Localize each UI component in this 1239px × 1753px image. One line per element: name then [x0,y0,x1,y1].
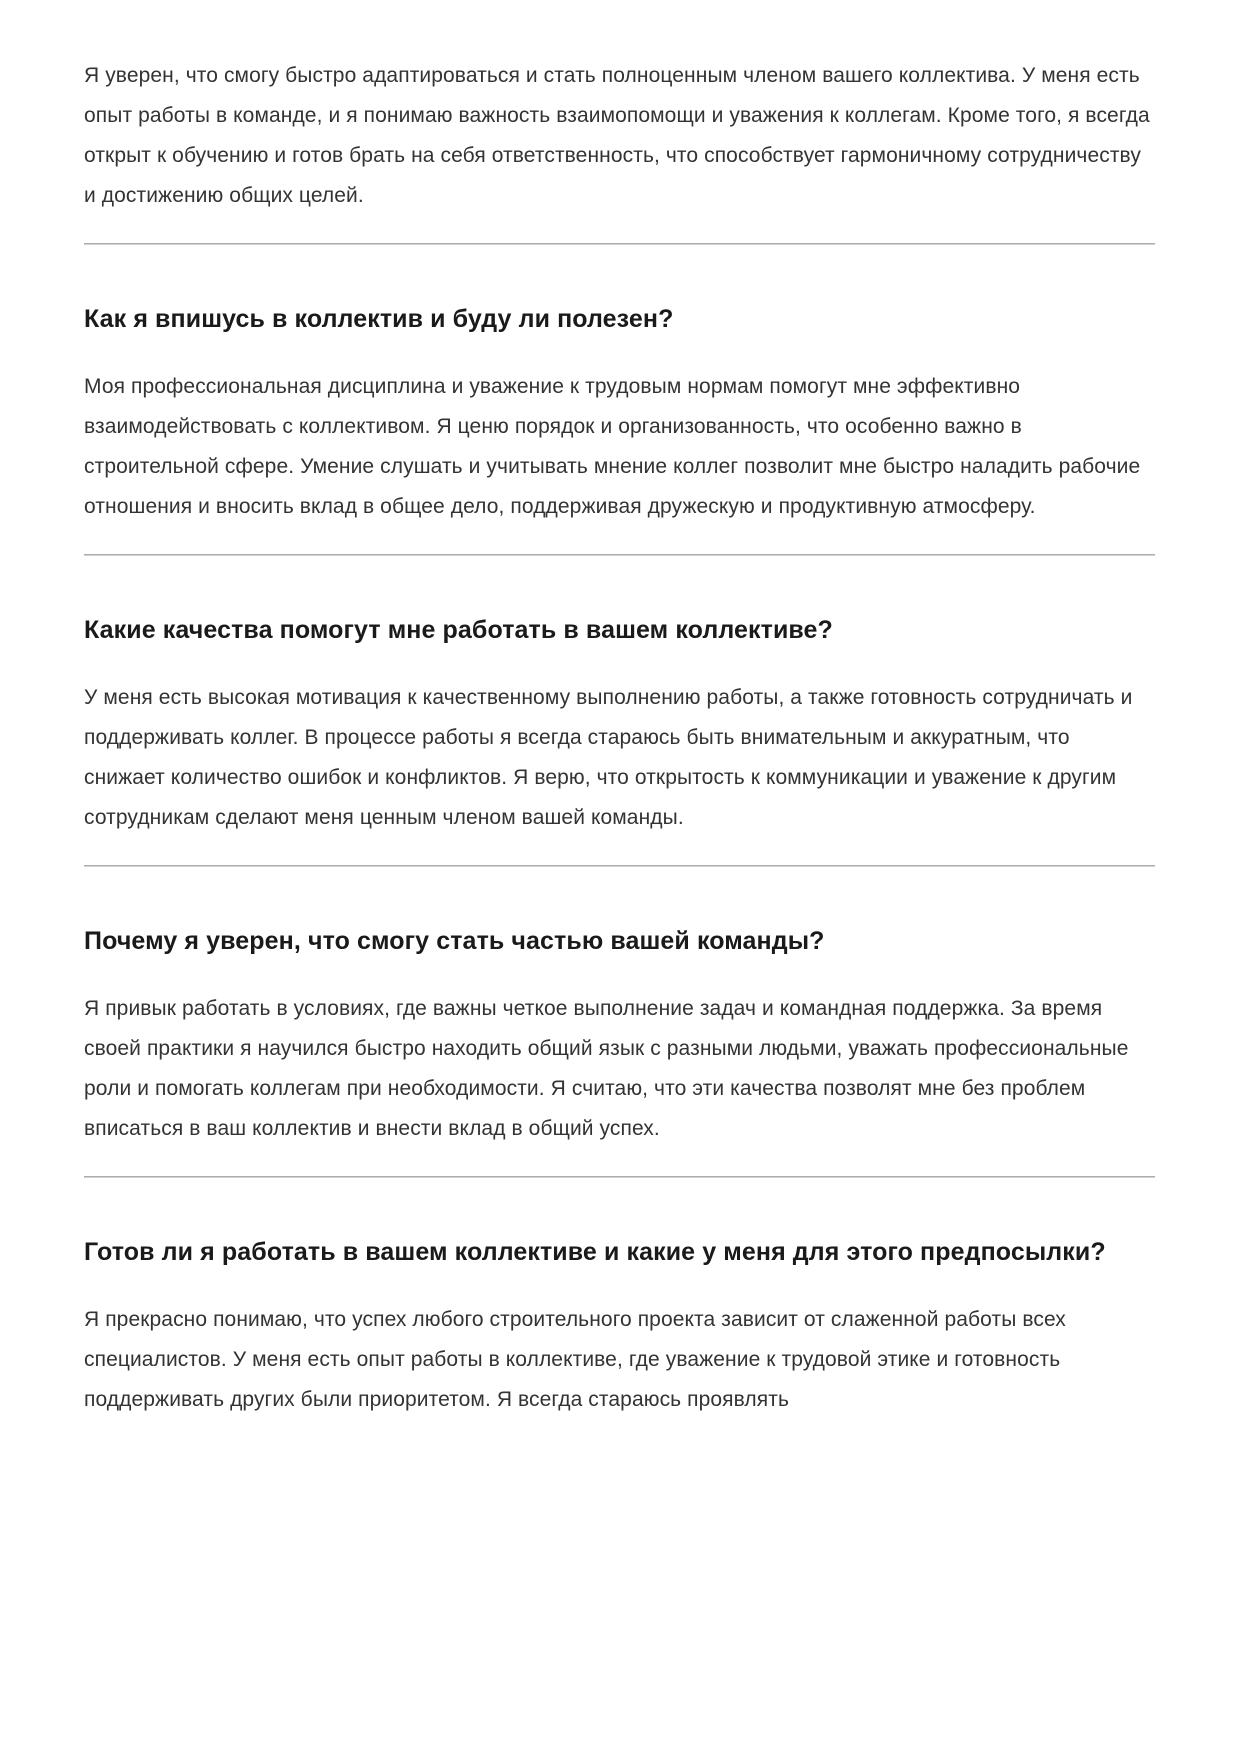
section-heading: Готов ли я работать в вашем коллективе и какие у меня для этого предпосылки? [84,1238,1106,1266]
section-heading: Почему я уверен, что смогу стать частью вашей команды? [84,927,825,955]
section-heading: Какие качества помогут мне работать в вашем коллективе? [84,616,833,644]
qa-section-readiness [84,1228,1155,1420]
section-divider [84,554,1155,556]
section-divider [84,1176,1155,1178]
section-divider [84,865,1155,867]
qa-section-qualities [84,606,1155,838]
intro-paragraph: Я уверен, что смогу быстро адаптироваться и стать полноценным членом вашего коллектива. У меня есть опыт работы в команде, и я понимаю важность взаимопомощи и уважения к коллегам. Кроме того, я всегда открыт к обучению и готов брать на себя ответственность, что способствует гармоничному сотрудничеству и достижению общих целей. [84,64,1150,207]
section-paragraph: Моя профессиональная дисциплина и уважение к трудовым нормам помогут мне эффективно взаимодействовать с коллективом. Я ценю порядок и организованность, что особенно важно в строительной сфере. Умение слушать и учитывать мнение коллег позволит мне быстро наладить рабочие отношения и вносить вклад в общее дело, поддерживая дружескую и продуктивную атмосферу. [84,375,1141,518]
section-divider [84,243,1155,245]
qa-section-confidence [84,917,1155,1149]
section-heading: Как я впишусь в коллектив и буду ли полезен? [84,305,674,333]
section-paragraph: У меня есть высокая мотивация к качественному выполнению работы, а также готовность сотрудничать и поддерживать коллег. В процессе работы я всегда стараюсь быть внимательным и аккуратным, что снижает количество ошибок и конфликтов. Я верю, что открытость к коммуникации и уважение к другим сотрудникам сделают меня ценным членом вашей команды. [84,686,1133,829]
section-paragraph: Я прекрасно понимаю, что успех любого строительного проекта зависит от слаженной работы всех специалистов. У меня есть опыт работы в коллективе, где уважение к трудовой этике и готовность поддерживать других были приоритетом. Я всегда стараюсь проявлять [84,1308,1066,1411]
qa-section-fit-in-team [84,295,1155,527]
section-paragraph: Я привык работать в условиях, где важны четкое выполнение задач и командная поддержка. За время своей практики я научился быстро находить общий язык с разными людьми, уважать профессиональные роли и помогать коллегам при необходимости. Я считаю, что эти качества позволят мне без проблем вписаться в ваш коллектив и внести вклад в общий успех. [84,997,1129,1140]
